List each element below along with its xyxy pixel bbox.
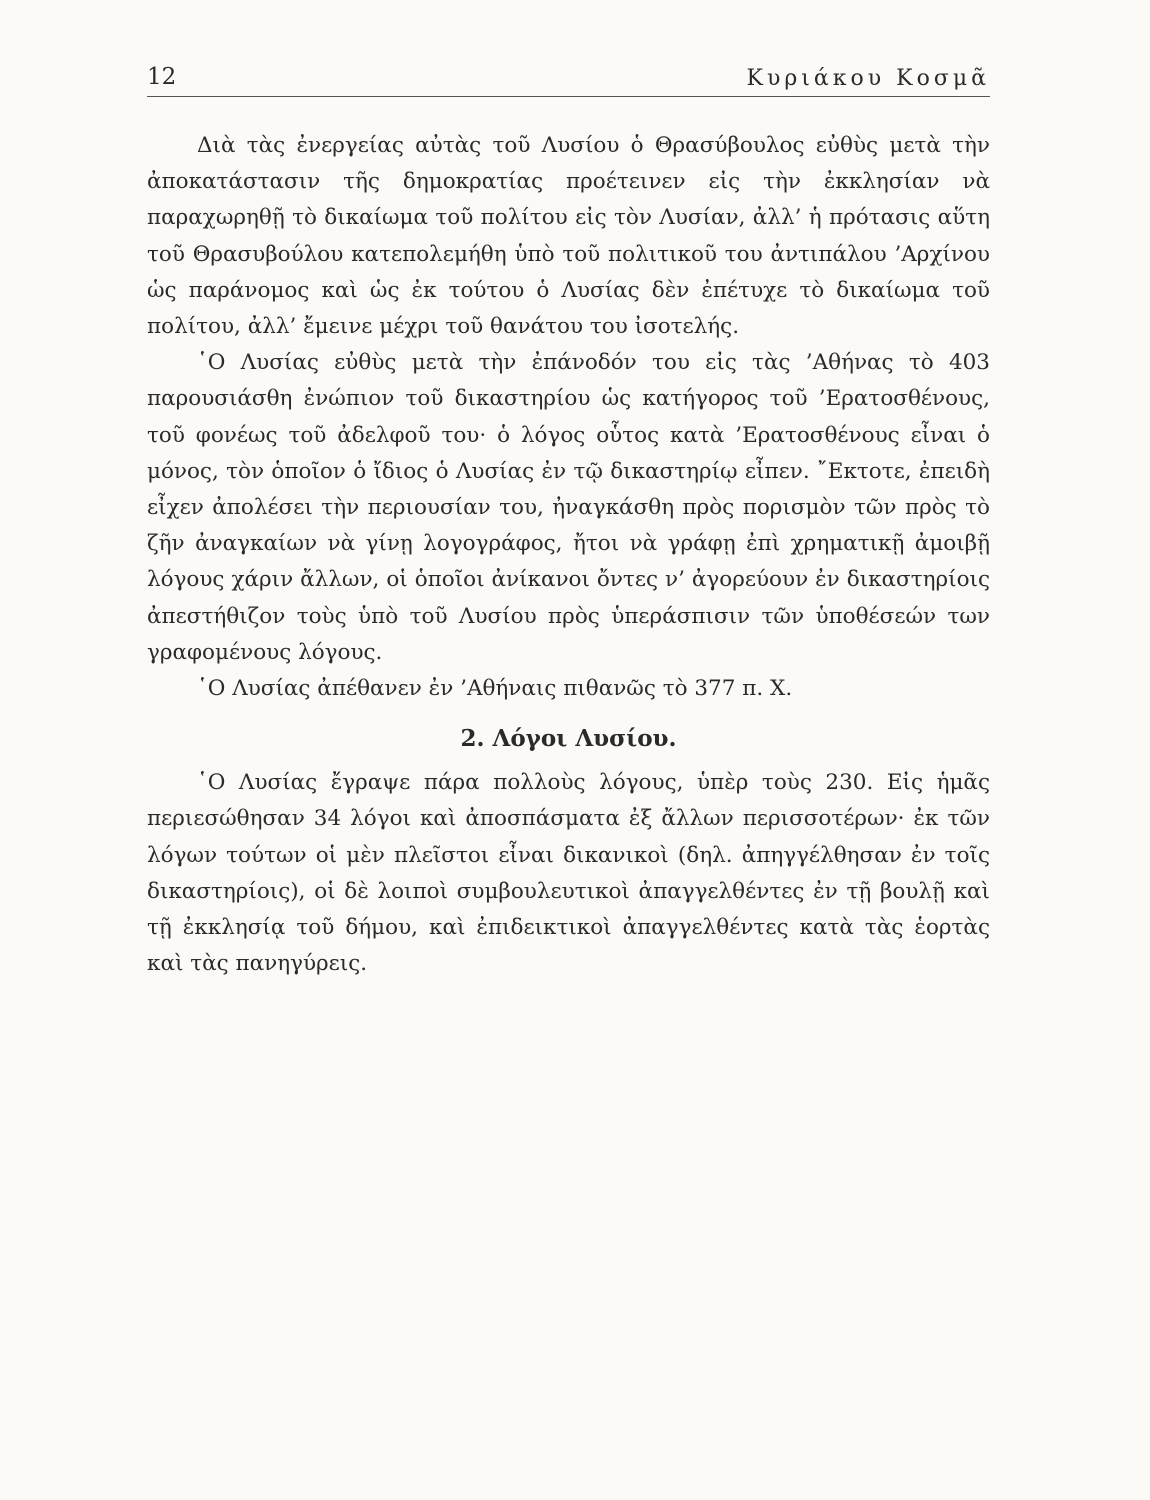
header-rule bbox=[147, 96, 990, 97]
section-heading: 2. Λόγοι Λυσίου. bbox=[460, 725, 677, 753]
page-number: 12 bbox=[147, 64, 177, 90]
paragraph-2: ῾Ο Λυσίας εὐθὺς μετὰ τὴν ἐπάνοδόν του εἰς τὰς ’Αθήνας τὸ 403 παρουσιάσθη ἐνώπιον τοῦ δικαστηρίου ὡς κατήγορος τοῦ ’Ερατοσθένους, τοῦ φονέως τοῦ ἀδελφοῦ του· ὁ λόγος οὗτος κατὰ ’Ερατοσθένους εἶναι ὁ μόνος, τὸν ὁποῖον ὁ ἴδιος ὁ Λυσίας ἐν τῷ δικαστηρίῳ εἶπεν. ῎Εκτοτε, ἐπειδὴ εἶχεν ἀπολέσει τὴν περιουσίαν του, ἠναγκάσθη πρὸς πορισμὸν τῶν πρὸς τὸ ζῆν ἀναγκαίων νὰ γίνῃ λογογράφος, ἤτοι νὰ γράφῃ ἐπὶ χρηματικῇ ἀμοιβῇ λόγους χάριν ἄλλων, οἱ ὁποῖοι ἀνίκανοι ὄντες ν’ ἀγορεύουν ἐν δικαστηρίοις ἀπεστήθιζον τοὺς ὑπὸ τοῦ Λυσίου πρὸς ὑπεράσπισιν τῶν ὑποθέσεών των γραφομένους λόγους. bbox=[147, 350, 990, 665]
section-paragraph: ῾Ο Λυσίας ἔγραψε πάρα πολλοὺς λόγους, ὑπὲρ τοὺς 230. Εἰς ἡμᾶς περιεσώθησαν 34 λόγοι καὶ ἀποσπάσματα ἐξ ἄλλων περισσοτέρων· ἐκ τῶν λόγων τούτων οἱ μὲν πλεῖστοι εἶναι δικανικοὶ (δηλ. ἀπηγγέλθησαν ἐν τοῖς δικαστηρίοις), οἱ δὲ λοιποὶ συμβουλευτικοὶ ἀπαγγελθέντες ἐν τῇ βουλῇ καὶ τῇ ἐκκλησίᾳ τοῦ δήμου, καὶ ἐπιδεικτικοὶ ἀπαγγελθέντες κατὰ τὰς ἑορτὰς καὶ τὰς πανηγύρεις. bbox=[147, 770, 990, 977]
paragraph-3: ῾Ο Λυσίας ἀπέθανεν ἐν ’Αθήναις πιθανῶς τὸ 377 π. Χ. bbox=[197, 676, 793, 702]
running-head: Κυριάκου Κοσμᾶ bbox=[746, 66, 990, 91]
paragraph-1: Διὰ τὰς ἐνεργείας αὐτὰς τοῦ Λυσίου ὁ Θρασύβουλος εὐθὺς μετὰ τὴν ἀποκατάστασιν τῆς δημοκρατίας προέτεινεν εἰς τὴν ἐκκλησίαν νὰ παραχωρηθῇ τὸ δικαίωμα τοῦ πολίτου εἰς τὸν Λυσίαν, ἀλλ’ ἡ πρότασις αὕτη τοῦ Θρασυβούλου κατεπολεμήθη ὑπὸ τοῦ πολιτικοῦ του ἀντιπάλου ’Αρχίνου ὡς παράνομος καὶ ὡς ἐκ τούτου ὁ Λυσίας δὲν ἐπέτυχε τὸ δικαίωμα τοῦ πολίτου, ἀλλ’ ἔμεινε μέχρι τοῦ θανάτου του ἰσοτελής. bbox=[147, 133, 990, 340]
page-header bbox=[147, 64, 990, 100]
body-text bbox=[147, 128, 990, 982]
